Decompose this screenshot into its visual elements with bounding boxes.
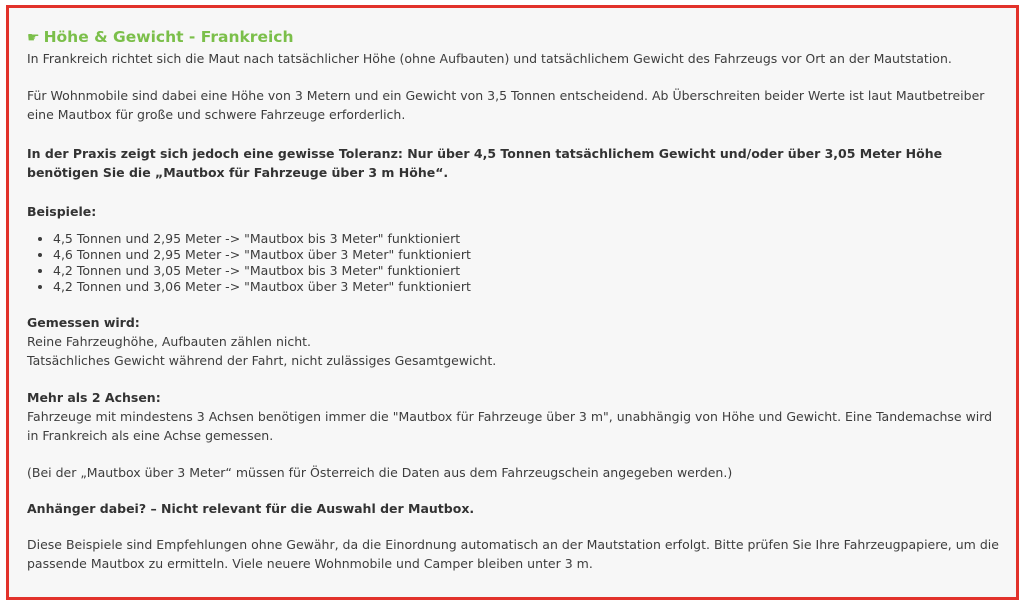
measured-line-weight: Tatsächliches Gewicht während der Fahrt, nicht zulässiges Gesamtgewicht. [27,353,497,368]
motorhome-rule-paragraph: Für Wohnmobile sind dabei eine Höhe von 3 Metern und ein Gewicht von 3,5 Tonnen entscheidend. Ab Überschreiten beider Werte ist laut Mautbetreiber eine Mautbox für große und schwere Fahrzeuge erforderlich. [27,88,985,122]
axles-heading: Mehr als 2 Achsen: [27,390,161,405]
pointing-hand-icon: ☛ [27,30,40,46]
trailer-note: Anhänger dabei? – Nicht relevant für die Auswahl der Mautbox. [27,501,475,516]
section-title [27,26,1002,49]
info-content [27,26,1002,573]
info-box [6,5,1019,600]
axles-paragraph: Fahrzeuge mit mindestens 3 Achsen benötigen immer die "Mautbox für Fahrzeuge über 3 m", unabhängig von Höhe und Gewicht. Eine Tandemachse wird in Frankreich als eine Achse gemessen. [27,409,993,443]
intro-paragraph: In Frankreich richtet sich die Maut nach tatsächlicher Höhe (ohne Aufbauten) und tatsächlichem Gewicht des Fahrzeugs vor Ort an der Mautstation. [27,51,952,66]
list-item: • 4,2 Tonnen und 3,05 Meter -> "Mautbox bis 3 Meter" funktioniert [53,263,1002,279]
section-title-text: Höhe & Gewicht - Frankreich [43,28,294,46]
examples-list [27,231,1002,295]
disclaimer-paragraph: Diese Beispiele sind Empfehlungen ohne Gewähr, da die Einordnung automatisch an der Mautstation erfolgt. Bitte prüfen Sie Ihre Fahrzeugpapiere, um die passende Mautbox zu ermitteln. Viele neuere Wohnmobile und Camper bleiben unter 3 m. [27,537,999,571]
list-item: • 4,2 Tonnen und 3,06 Meter -> "Mautbox über 3 Meter" funktioniert [53,279,1002,295]
measured-heading: Gemessen wird: [27,315,140,330]
examples-heading: Beispiele: [27,204,97,219]
list-item: • 4,6 Tonnen und 2,95 Meter -> "Mautbox über 3 Meter" funktioniert [53,247,1002,263]
practice-note-paragraph: In der Praxis zeigt sich jedoch eine gewisse Toleranz: Nur über 4,5 Tonnen tatsächlichem Gewicht und/oder über 3,05 Meter Höhe benötigen Sie die „Mautbox für Fahrzeuge über 3 m Höhe“. [27,146,943,180]
list-item: • 4,5 Tonnen und 2,95 Meter -> "Mautbox bis 3 Meter" funktioniert [53,231,1002,247]
austria-note: (Bei der „Mautbox über 3 Meter“ müssen für Österreich die Daten aus dem Fahrzeugschein angegeben werden.) [27,465,733,480]
measured-line-height: Reine Fahrzeughöhe, Aufbauten zählen nicht. [27,334,312,349]
